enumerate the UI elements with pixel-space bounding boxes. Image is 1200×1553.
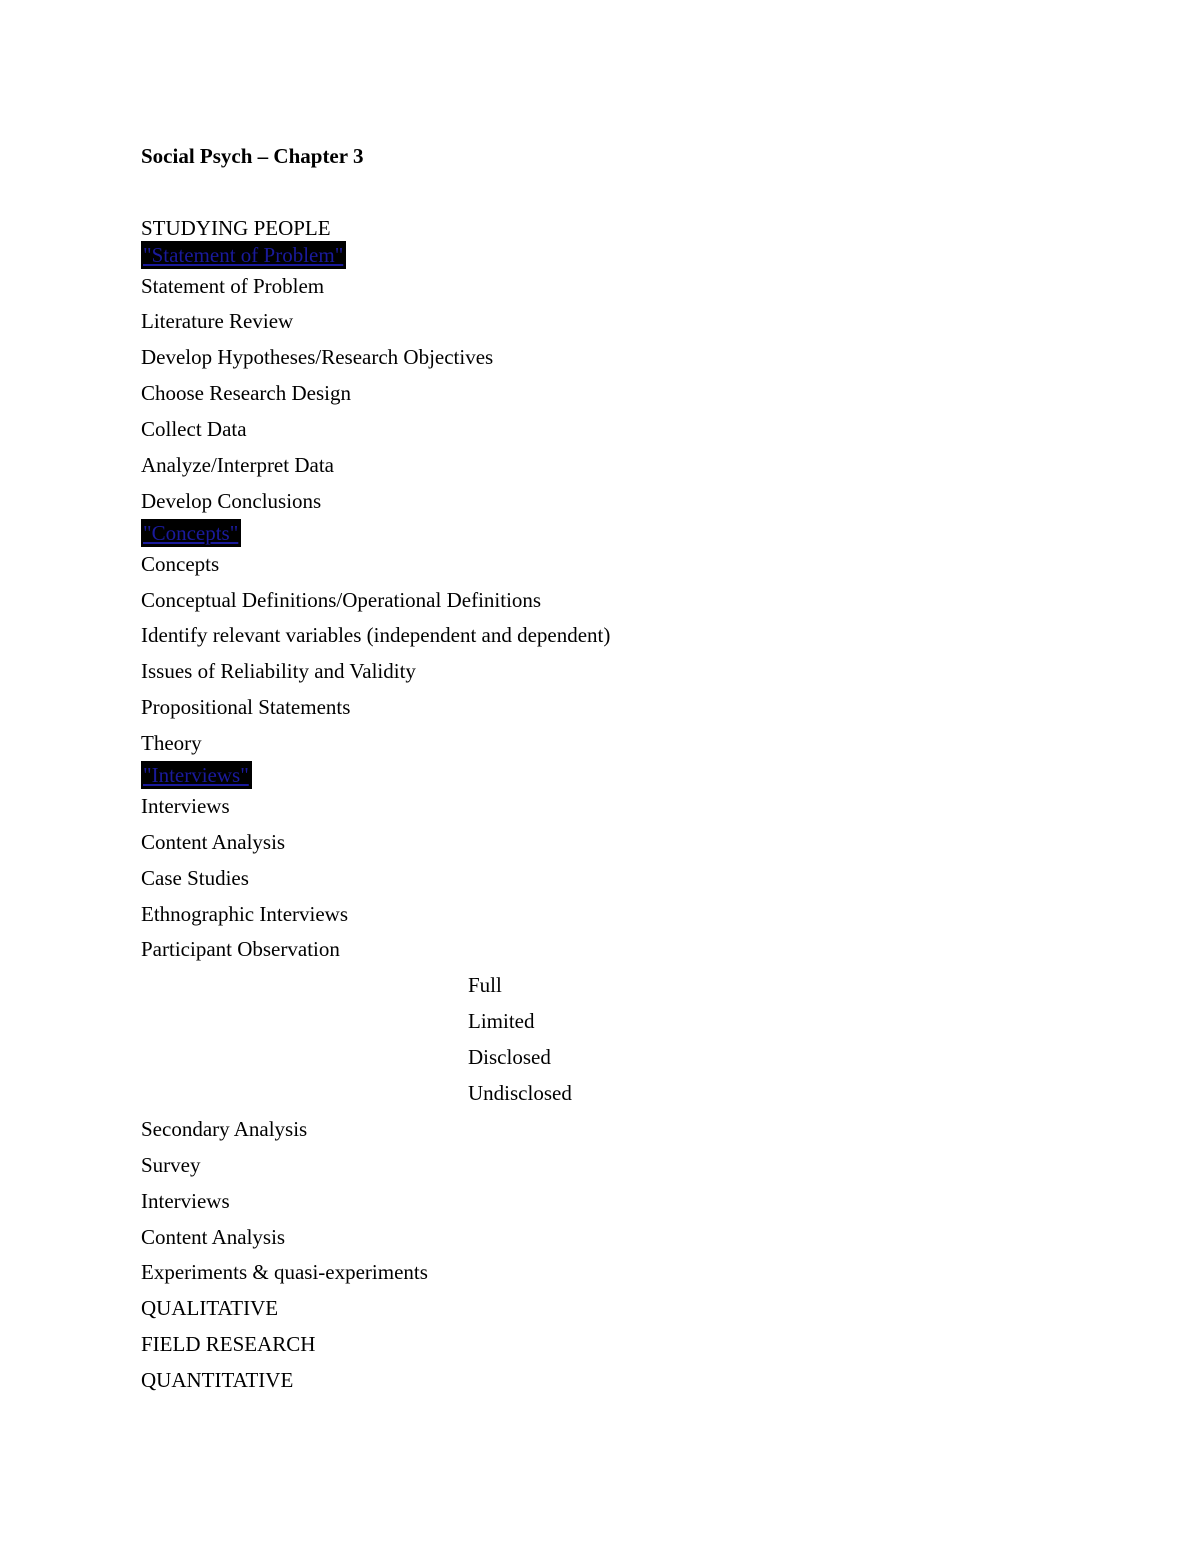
sub-list-item: Full [468, 973, 502, 997]
list-item: Case Studies [141, 866, 249, 890]
list-item: Experiments & quasi-experiments [141, 1260, 428, 1284]
list-item: Ethnographic Interviews [141, 902, 349, 926]
list-item: Literature Review [141, 309, 294, 333]
list-item: Statement of Problem [141, 274, 325, 298]
list-item: QUANTITATIVE [141, 1368, 294, 1392]
list-item: QUALITATIVE [141, 1296, 279, 1320]
sub-list-item: Disclosed [468, 1045, 551, 1069]
list-item: Concepts [141, 552, 220, 576]
bookmark-marker-concepts[interactable]: "Concepts" [141, 519, 241, 547]
list-item: Theory [141, 731, 202, 755]
list-item: Choose Research Design [141, 381, 351, 405]
bookmark-marker-statement-of-problem[interactable]: "Statement of Problem" [141, 241, 346, 269]
list-item: Identify relevant variables (independent and dependent) [141, 623, 611, 647]
list-item: Secondary Analysis [141, 1117, 308, 1141]
list-item: Analyze/Interpret Data [141, 453, 334, 477]
list-item: Content Analysis [141, 1225, 286, 1249]
list-item: Participant Observation [141, 937, 340, 961]
list-item: FIELD RESEARCH [141, 1332, 316, 1356]
list-item: Interviews [141, 794, 230, 818]
section-heading: STUDYING PEOPLE [141, 216, 331, 240]
bookmark-marker-interviews[interactable]: "Interviews" [141, 761, 252, 789]
list-item: Issues of Reliability and Validity [141, 659, 416, 683]
page-title: Social Psych – Chapter 3 [141, 144, 364, 168]
list-item: Interviews [141, 1189, 230, 1213]
sub-list-item: Limited [468, 1009, 535, 1033]
list-item: Develop Conclusions [141, 489, 322, 513]
list-item: Propositional Statements [141, 695, 351, 719]
list-item: Survey [141, 1153, 201, 1177]
sub-list-item: Undisclosed [468, 1081, 572, 1105]
list-item: Content Analysis [141, 830, 286, 854]
list-item: Develop Hypotheses/Research Objectives [141, 345, 494, 369]
list-item: Conceptual Definitions/Operational Definitions [141, 588, 542, 612]
list-item: Collect Data [141, 417, 247, 441]
